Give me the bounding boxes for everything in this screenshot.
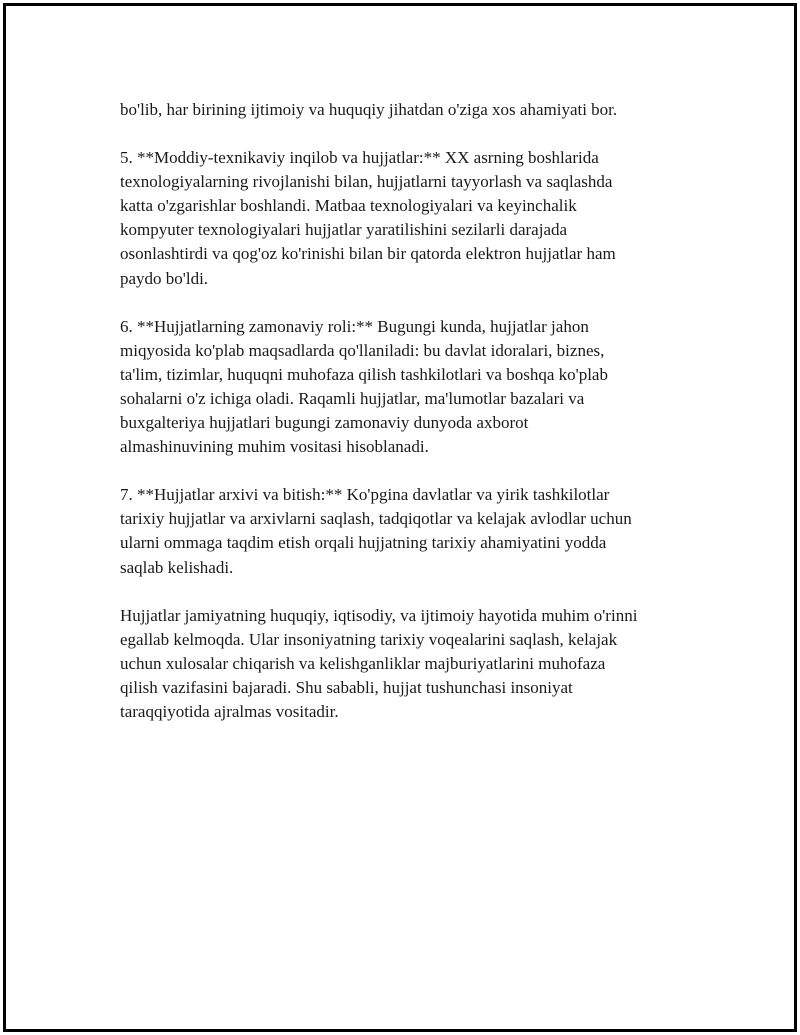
paragraph-item-7: [120, 483, 710, 579]
text-line: 6. **Hujjatlarning zamonaviy roli:** Bugungi kunda, hujjatlar jahon: [120, 316, 589, 336]
text-line: taraqqiyotida ajralmas vositadir.: [120, 701, 339, 721]
text-line: ta'lim, tizimlar, huquqni muhofaza qilish tashkilotlari va boshqa ko'plab: [120, 364, 608, 384]
text-line: qilish vazifasini bajaradi. Shu sababli, hujjat tushunchasi insoniyat: [120, 677, 573, 697]
text-line: buxgalteriya hujjatlari bugungi zamonaviy dunyoda axborot: [120, 413, 529, 433]
text-line: almashinuvining muhim vositasi hisoblanadi.: [120, 437, 429, 457]
paragraph-item-6: [120, 315, 710, 460]
paragraph-item-5: [120, 146, 710, 291]
text-line: kompyuter texnologiyalari hujjatlar yaratilishini sezilarli darajada: [120, 220, 568, 240]
page-frame: [3, 3, 797, 1032]
text-line: osonlashtirdi va qog'oz ko'rinishi bilan bir qatorda elektron hujjatlar ham: [120, 244, 616, 264]
text-line: paydo bo'ldi.: [120, 268, 209, 288]
text-line: egallab kelmoqda. Ular insoniyatning tarixiy voqealarini saqlash, kelajak: [120, 629, 618, 649]
text-line: 7. **Hujjatlar arxivi va bitish:** Ko'pgina davlatlar va yirik tashkilotlar: [120, 485, 610, 505]
text-line: texnologiyalarning rivojlanishi bilan, hujjatlarni tayyorlash va saqlashda: [120, 172, 613, 192]
text-line: bo'lib, har birining ijtimoiy va huquqiy jihatdan o'ziga xos ahamiyati bor.: [120, 100, 618, 119]
text-line: Hujjatlar jamiyatning huquqiy, iqtisodiy, va ijtimoiy hayotida muhim o'rinni: [120, 605, 638, 625]
text-line: saqlab kelishadi.: [120, 557, 234, 577]
paragraph-conclusion: [120, 604, 710, 724]
text-line: miqyosida ko'plab maqsadlarda qo'llaniladi: bu davlat idoralari, biznes,: [120, 340, 605, 360]
paragraph-intro-continuation: [120, 98, 710, 122]
text-line: sohalarni o'z ichiga oladi. Raqamli hujjatlar, ma'lumotlar bazalari va: [120, 388, 585, 408]
text-line: uchun xulosalar chiqarish va kelishganliklar majburiyatlarini muhofaza: [120, 653, 606, 673]
text-line: tarixiy hujjatlar va arxivlarni saqlash, tadqiqotlar va kelajak avlodlar uchun: [120, 509, 632, 529]
text-line: katta o'zgarishlar boshlandi. Matbaa texnologiyalari va keyinchalik: [120, 196, 577, 216]
document-body: [120, 98, 710, 748]
text-line: ularni ommaga taqdim etish orqali hujjatning tarixiy ahamiyatini yodda: [120, 533, 607, 553]
text-line: 5. **Moddiy-texnikaviy inqilob va hujjatlar:** XX asrning boshlarida: [120, 148, 599, 168]
